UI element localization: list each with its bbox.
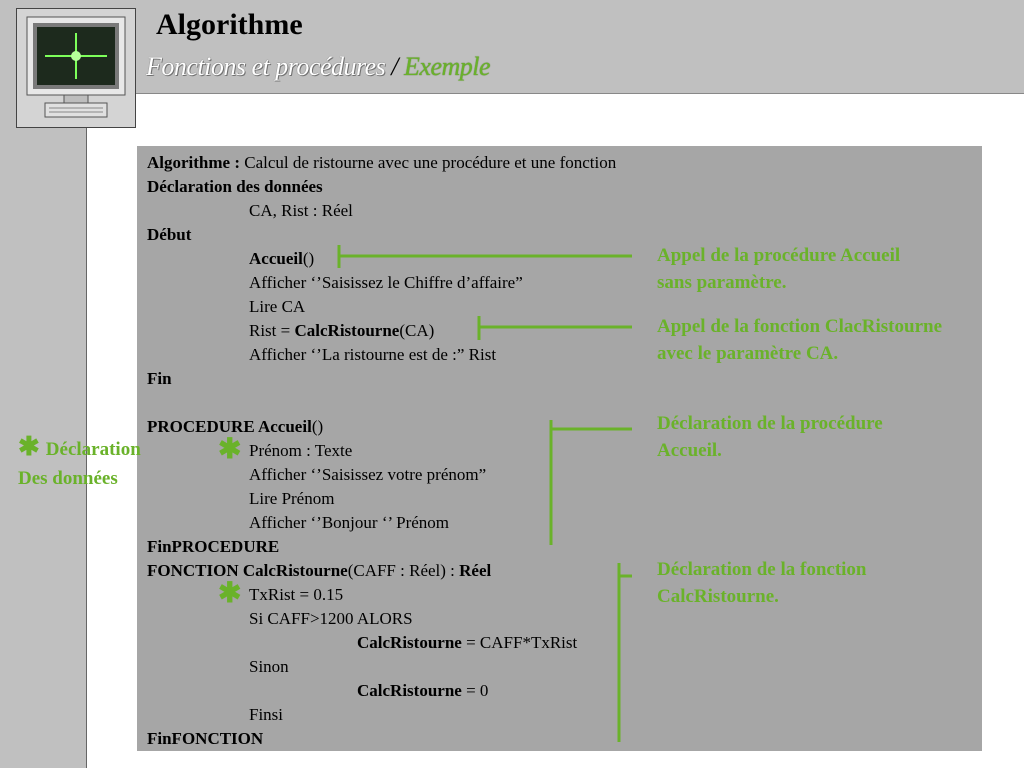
code-line-afficher-rist: Afficher ‘’La ristourne est de :” Rist (249, 345, 497, 364)
subtitle-separator: / (391, 52, 399, 81)
algorithm-keyword: Algorithme : (147, 153, 241, 172)
annotation-call-procedure-line1: Appel de la procédure Accueil (657, 245, 901, 266)
annotation-decl-procedure-line2: Accueil. (657, 440, 722, 461)
procedure-name: Accueil (257, 417, 312, 436)
code-line-txrist: TxRist = 0.15 (249, 585, 344, 604)
code-line-sinon: Sinon (249, 657, 289, 676)
fonction-params: (CAFF : Réel) : (347, 561, 460, 580)
star-icon: ✱ (218, 434, 242, 465)
code-line-lire-prenom: Lire Prénom (249, 489, 335, 508)
annotation-call-function (657, 313, 942, 367)
code-line-finfonction: FinFONCTION (147, 729, 264, 748)
page-title: Algorithme (156, 8, 303, 41)
code-line-variables: CA, Rist : Réel (249, 201, 353, 220)
code-line-afficher-prenom: Afficher ‘’Saisissez votre prénom” (249, 465, 487, 484)
subtitle-main: Fonctions et procédures (146, 52, 386, 81)
code-line-si: Si CAFF>1200 ALORS (249, 609, 413, 628)
algorithm-description: Calcul de ristourne avec une procédure et une fonction (240, 153, 617, 172)
subtitle-example: Exemple (404, 52, 491, 81)
procedure-keyword: PROCEDURE (147, 417, 258, 436)
code-line-lire-ca: Lire CA (249, 297, 306, 316)
code-line-prenom-decl: Prénom : Texte (249, 441, 353, 460)
accueil-parens: () (302, 249, 315, 268)
code-line-debut: Début (147, 225, 192, 244)
annotation-call-function-line1: Appel de la fonction ClacRistourne (657, 316, 942, 337)
procedure-parens: () (311, 417, 324, 436)
side-note-line2: Des données (18, 468, 118, 489)
fonction-keyword: FONCTION (147, 561, 243, 580)
star-icon: ✱ (218, 578, 242, 609)
calcristourne-name: CalcRistourne (294, 321, 400, 340)
annotation-call-procedure (657, 242, 900, 296)
side-note-declaration (18, 432, 141, 493)
accueil-name: Accueil (249, 249, 303, 268)
code-line-bonjour: Afficher ‘’Bonjour ‘’ Prénom (249, 513, 450, 532)
annotation-call-procedure-line2: sans paramètre. (657, 272, 787, 293)
calc-then-expr: = CAFF*TxRist (461, 633, 578, 652)
code-line-declaration: Déclaration des données (147, 177, 323, 196)
side-note-line1 (18, 432, 141, 464)
fonction-name: CalcRistourne (242, 561, 348, 580)
calc-else-name: CalcRistourne (357, 681, 462, 700)
annotation-decl-function (657, 556, 867, 610)
annotation-decl-function-line1: Déclaration de la fonction (657, 559, 867, 580)
annotation-decl-procedure (657, 410, 883, 464)
calc-else-expr: = 0 (461, 681, 489, 700)
code-line-fin: Fin (147, 369, 172, 388)
code-line-afficher-ca: Afficher ‘’Saisissez le Chiffre d’affaire” (249, 273, 523, 292)
calc-args: (CA) (399, 321, 435, 340)
code-line-finsi: Finsi (249, 705, 284, 724)
side-note-declaration-label: Déclaration (45, 439, 141, 460)
calc-then-name: CalcRistourne (357, 633, 462, 652)
annotation-decl-procedure-line1: Déclaration de la procédure (657, 413, 883, 434)
code-line-finprocedure: FinPROCEDURE (147, 537, 280, 556)
fonction-return-type: Réel (459, 561, 492, 580)
annotation-decl-function-line2: CalcRistourne. (657, 586, 779, 607)
star-icon: ✱ (18, 432, 40, 461)
annotation-call-function-line2: avec le paramètre CA. (657, 343, 839, 364)
rist-assign: Rist = (249, 321, 295, 340)
